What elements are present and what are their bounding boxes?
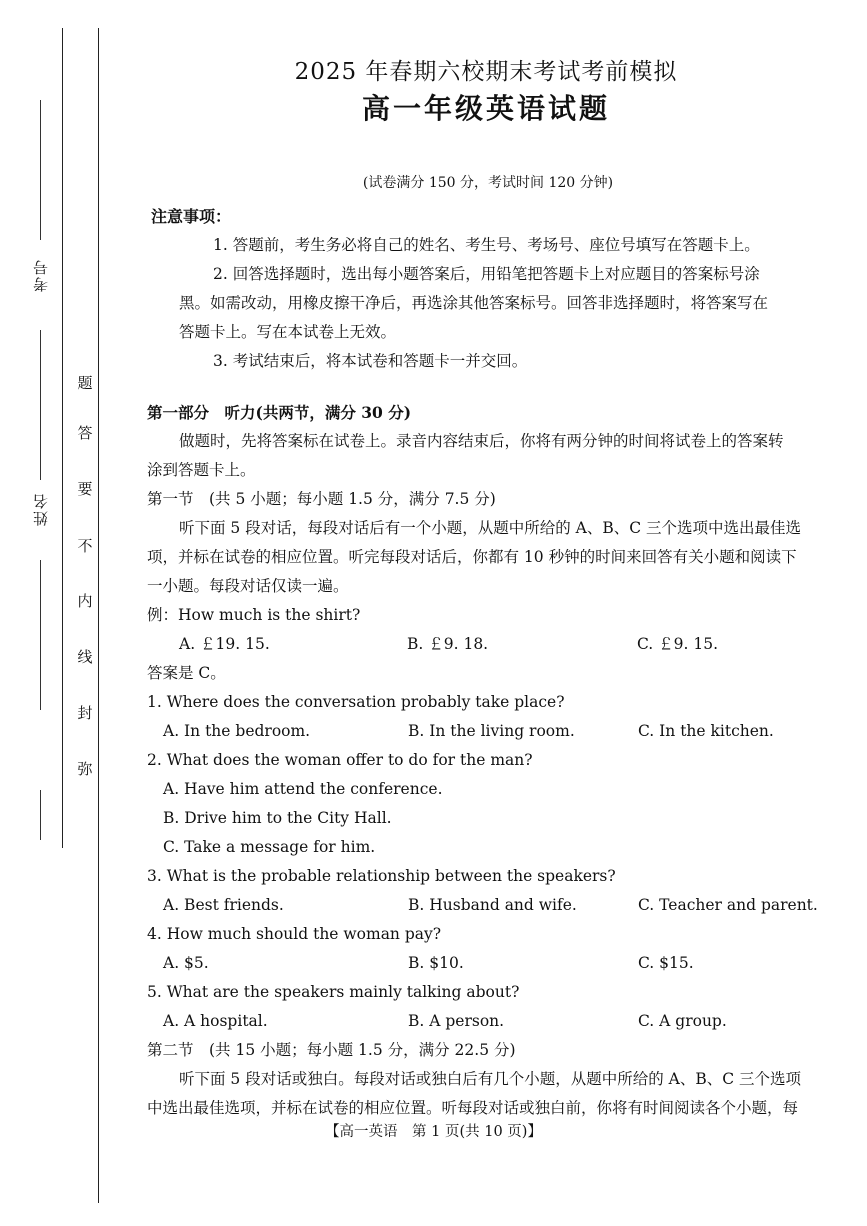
option: A. Have him attend the conference. (163, 780, 443, 798)
option: B. Drive him to the City Hall. (163, 809, 392, 827)
seal-char: 封 (77, 704, 93, 722)
notice-item: 1. 答题前，考生务必将自己的姓名、考生号、考场号、座位号填写在答题卡上。 (213, 236, 760, 254)
exam-info: (试卷满分 150 分，考试时间 120 分钟) (362, 175, 614, 191)
section2-heading: 第二节 (共 15 小题；每小题 1.5 分，满分 22.5 分) (147, 1041, 516, 1059)
option: B. $10. (408, 954, 464, 972)
notice-item: 黑。如需改动，用橡皮擦干净后，再选涂其他答案标号。回答非选择题时，将答案写在 (179, 294, 769, 312)
section1-intro: 听下面 5 段对话，每段对话后有一个小题，从题中所给的 A、B、C 三个选项中选出最佳选 (179, 519, 802, 537)
option: A. In the bedroom. (163, 722, 311, 740)
exam-no-label: 考号 (32, 258, 50, 292)
part1-intro: 涂到答题卡上。 (147, 461, 256, 479)
example-options (179, 630, 837, 659)
question-options (163, 891, 837, 920)
notice-item: 答题卡上。写在本试卷上无效。 (179, 323, 397, 341)
exam-title: 2025 年春期六校期末考试考前模拟 (294, 59, 678, 85)
name-blank-2 (40, 560, 41, 710)
option: C. A group. (638, 1012, 727, 1030)
section1-heading: 第一节 (共 5 小题；每小题 1.5 分，满分 7.5 分) (147, 490, 496, 508)
seal-char: 要 (77, 480, 93, 498)
part1-intro: 做题时，先将答案标在试卷上。录音内容结束后，你将有两分钟的时间将试卷上的答案转 (179, 432, 784, 450)
part1-heading: 第一部分 听力(共两节，满分 30 分) (147, 403, 412, 422)
question: 2. What does the woman offer to do for the man? (147, 751, 533, 769)
exam-subject-title: 高一年级英语试题 (361, 92, 610, 125)
page-footer: 【高一英语 第 1 页(共 10 页)】 (325, 1124, 542, 1140)
question: 5. What are the speakers mainly talking about? (147, 983, 520, 1001)
option: C. Teacher and parent. (638, 896, 818, 914)
notice-item: 2. 回答选择题时，选出每小题答案后，用铅笔把答题卡上对应题目的答案标号涂 (213, 265, 760, 283)
section2-intro: 中选出最佳选项，并标在试卷的相应位置。听每段对话或独白前，你将有时间阅读各个小题，每 (147, 1099, 799, 1117)
example-question: 例：How much is the shirt? (147, 606, 361, 624)
option: A. Best friends. (163, 896, 284, 914)
question: 3. What is the probable relationship between the speakers? (147, 867, 616, 885)
seal-char: 线 (77, 648, 93, 666)
option: C. ￡9. 15. (637, 635, 719, 653)
section1-intro: 一小题。每段对话仅读一遍。 (147, 577, 349, 595)
exam-no-blank (40, 100, 41, 240)
seal-char: 答 (77, 424, 93, 442)
section1-intro: 项，并标在试卷的相应位置。听完每段对话后，你都有 10 秒钟的时间来回答有关小题和阅读下 (147, 548, 797, 566)
option: B. A person. (408, 1012, 505, 1030)
blank-3 (40, 790, 41, 840)
question: 4. How much should the woman pay? (147, 925, 442, 943)
option: B. ￡9. 18. (407, 635, 489, 653)
notice-heading: 注意事项： (151, 207, 232, 226)
notice-item: 3. 考试结束后，将本试卷和答题卡一并交回。 (213, 352, 528, 370)
question: 1. Where does the conversation probably take place? (147, 693, 565, 711)
name-blank (40, 330, 41, 480)
name-label: 姓名 (32, 492, 50, 526)
option: A. $5. (163, 954, 209, 972)
section2-intro: 听下面 5 段对话或独白。每段对话或独白后有几个小题，从题中所给的 A、B、C 三个选项 (179, 1070, 802, 1088)
question-options (163, 717, 837, 746)
seal-char: 不 (77, 537, 93, 555)
question-options (163, 1007, 837, 1036)
example-answer: 答案是 C。 (147, 664, 226, 682)
seal-char: 题 (77, 374, 93, 392)
binding-line-outer (62, 28, 63, 848)
seal-char: 内 (77, 592, 93, 610)
option: C. In the kitchen. (638, 722, 774, 740)
option: C. $15. (638, 954, 694, 972)
option: B. In the living room. (408, 722, 575, 740)
seal-char: 弥 (77, 760, 93, 778)
option: C. Take a message for him. (163, 838, 376, 856)
exam-content (147, 55, 837, 1123)
option: A. A hospital. (163, 1012, 268, 1030)
option: B. Husband and wife. (408, 896, 577, 914)
binding-line-inner (98, 28, 99, 1203)
option: A. ￡19. 15. (179, 635, 270, 653)
question-options (163, 949, 837, 978)
